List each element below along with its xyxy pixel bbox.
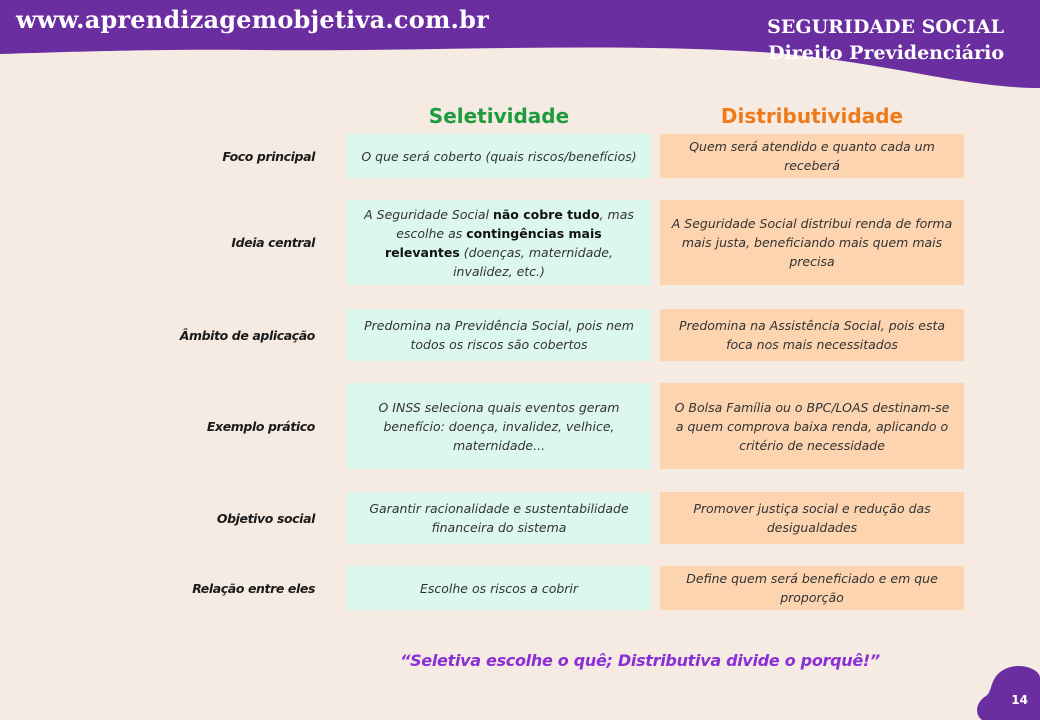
cell-text: Predomina na Assistência Social, pois esta foca nos mais necessitados <box>678 318 946 352</box>
site-url[interactable]: www.aprendizagemobjetiva.com.br <box>16 5 489 34</box>
cell-text: O Bolsa Família ou o BPC/LOAS destinam-se a quem comprova baixa renda, aplicando o critério de necessidade <box>674 399 950 453</box>
text-segment: , mas escolhe as <box>396 206 634 241</box>
row-label-ideia-central: Ideia central <box>231 235 315 250</box>
cell-distributividade-ideia-central <box>660 200 964 285</box>
cell-text: A Seguridade Social distribui renda de forma mais justa, beneficiando mais quem mais precisa <box>671 216 953 269</box>
cell-text: O que será coberto (quais riscos/benefícios) <box>361 148 637 164</box>
cell-seletividade-objetivo-social <box>347 492 651 544</box>
title-line-1: SEGURIDADE SOCIAL <box>767 16 1004 38</box>
column-header-distributividade: Distributividade <box>720 104 904 128</box>
row-label-objetivo-social: Objetivo social <box>216 510 315 526</box>
cell-text: Define quem será beneficiado e em que proporção <box>686 571 938 605</box>
cell-distributividade-relacao-entre-eles <box>660 566 964 610</box>
cell-text: Garantir racionalidade e sustentabilidade financeira do sistema <box>369 501 629 535</box>
cell-distributividade-objetivo-social <box>660 492 964 544</box>
footer-quote: “Seletiva escolhe o quê; Distributiva divide o porquê!” <box>400 651 880 670</box>
cell-text <box>357 205 641 281</box>
cell-text: Quem será atendido e quanto cada um receberá <box>689 139 935 173</box>
cell-text: Escolhe os riscos a cobrir <box>419 580 579 596</box>
cell-seletividade-exemplo-pratico <box>347 383 651 469</box>
cell-seletividade-ideia-central <box>347 200 651 285</box>
text-segment: A Seguridade Social <box>364 206 493 222</box>
text-emphasis: não cobre tudo <box>492 206 600 222</box>
row-label-relacao-entre-eles: Relação entre eles <box>192 580 315 596</box>
cell-distributividade-foco-principal <box>660 134 964 178</box>
cell-text: Predomina na Previdência Social, pois nem todos os riscos são cobertos <box>364 318 634 352</box>
row-label-foco-principal: Foco principal <box>222 148 315 164</box>
cell-seletividade-foco-principal <box>347 134 651 178</box>
column-header-seletividade: Seletividade <box>428 104 570 128</box>
row-label-exemplo-pratico: Exemplo prático <box>206 418 315 434</box>
text-emphasis: contingências mais relevantes <box>385 225 602 260</box>
row-label-ambito-de-aplicacao: Âmbito de aplicação <box>179 327 315 343</box>
cell-seletividade-relacao-entre-eles <box>347 566 651 610</box>
cell-distributividade-ambito-de-aplicacao <box>660 309 964 361</box>
cell-seletividade-ambito-de-aplicacao <box>347 309 651 361</box>
cell-distributividade-exemplo-pratico <box>660 383 964 469</box>
page-number-blob <box>972 664 1040 720</box>
text-segment: (doenças, maternidade, invalidez, etc.) <box>453 244 613 279</box>
page-title <box>767 14 1004 66</box>
title-line-2: Direito Previdenciário <box>768 42 1004 64</box>
cell-text: O INSS seleciona quais eventos geram benefício: doença, invalidez, velhice, maternidade... <box>378 399 620 453</box>
page-number: 14 <box>1011 693 1028 707</box>
cell-text: Promover justiça social e redução das desigualdades <box>693 501 931 535</box>
